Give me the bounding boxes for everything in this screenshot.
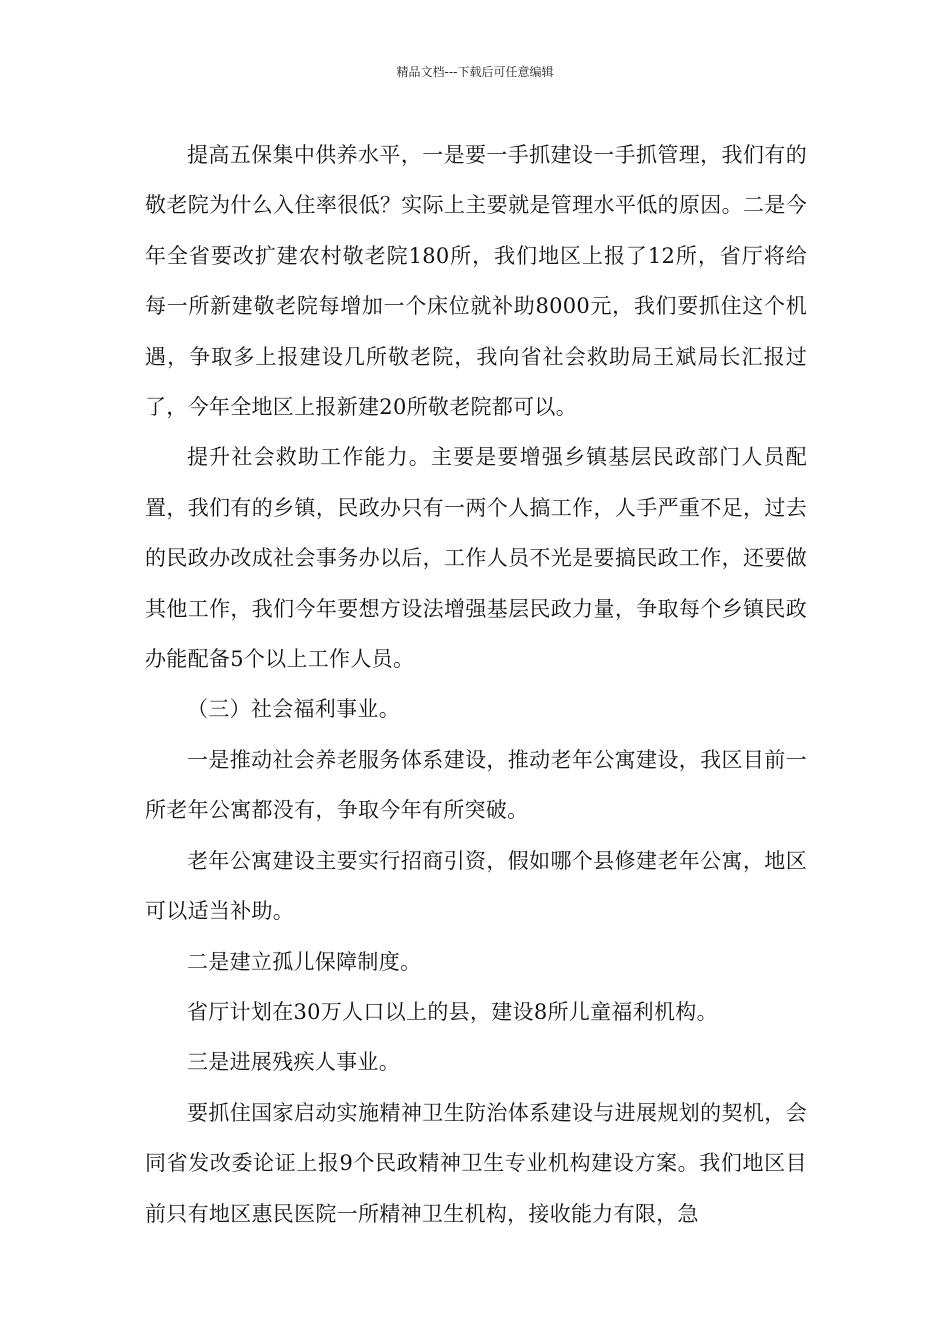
- page-header: 精品文档---下载后可任意编辑: [396, 65, 554, 79]
- paragraph-disability: 三是进展残疾人事业。: [187, 1050, 400, 1075]
- paragraph-mental-health: 要抓住国家启动实施精神卫生防治体系建设与进展规划的契机，会同省发改委论证上报9个民政精神卫生专业机构建设方案。我们地区目前只有地区惠民医院一所精神卫生机构，接收能力有限，急: [145, 1100, 807, 1226]
- paragraph-orphan-system: 二是建立孤儿保障制度。: [187, 949, 422, 974]
- paragraph-social-assistance: 提升社会救助工作能力。主要是要增强乡镇基层民政部门人员配置，我们有的乡镇，民政办只有一两个人搞工作，人手严重不足，过去的民政办改成社会事务办以后，工作人员不光是要搞民政工作，还要做其他工作，我们今年要想方设法增强基层民政力量，争取每个乡镇民政办能配备5个以上工作人员。: [145, 445, 807, 672]
- paragraph-elderly-apartment: 老年公寓建设主要实行招商引资，假如哪个县修建老年公寓，地区可以适当补助。: [145, 848, 807, 924]
- section-heading-social-welfare: （三）社会福利事业。: [187, 697, 400, 722]
- paragraph-child-welfare: 省厅计划在30万人口以上的县，建设8所儿童福利机构。: [187, 999, 718, 1024]
- paragraph-elderly-service: 一是推动社会养老服务体系建设，推动老年公寓建设，我区目前一所老年公寓都没有，争取今年有所突破。: [145, 747, 807, 823]
- paragraph-five-guarantee: 提高五保集中供养水平，一是要一手抓建设一手抓管理，我们有的敬老院为什么入住率很低？实际上主要就是管理水平低的原因。二是今年全省要改扩建农村敬老院180所，我们地区上报了12所，省厅将给每一所新建敬老院每增加一个床位就补助8000元，我们要抓住这个机遇，争取多上报建设几所敬老院，我向省社会救助局王斌局长汇报过了，今年全地区上报新建20所敬老院都可以。: [145, 143, 807, 420]
- document-body: [145, 130, 807, 1239]
